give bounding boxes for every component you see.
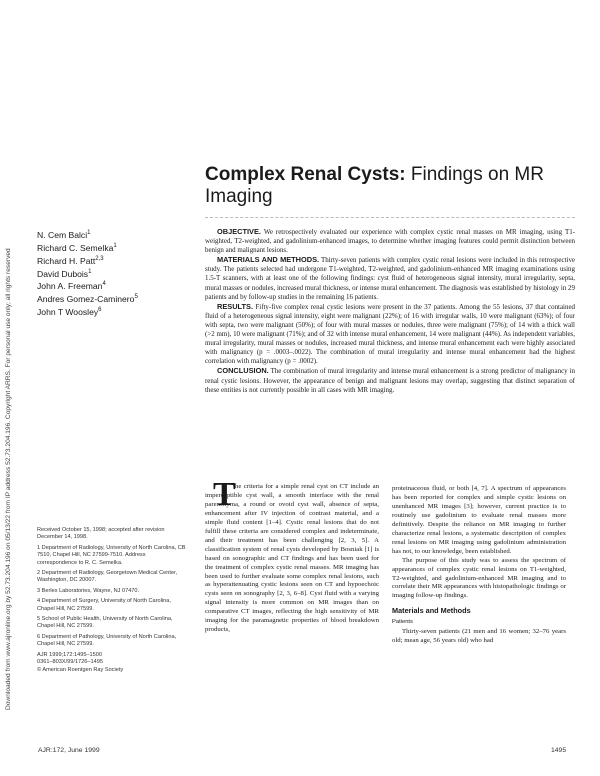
author-affiliation: 4: [102, 281, 106, 288]
footnote: Received October 15, 1998; accepted after revision December 14, 1998.: [37, 527, 165, 541]
author: [37, 228, 197, 241]
author: [37, 292, 197, 305]
author-name: John A. Freeman: [37, 281, 103, 292]
body-column-left: [205, 483, 379, 635]
objective-text: We retrospectively evaluated our experience with complex cystic renal masses on MR imaging, using T1-weighted, T2-weighted, and gadolinium-enhanced images, to determine whether imaging features could permit distinction between benign and malignant lesions.: [205, 228, 575, 255]
author-name: Richard H. Patt: [37, 255, 96, 266]
footnote: © American Roentgen Ray Society: [37, 666, 124, 673]
footnote: 0361–803X/99/1726–1495: [37, 659, 103, 666]
footnote: 4 Department of Surgery, University of North Carolina, Chapel Hill, NC 27599.: [37, 598, 171, 612]
body-paragraph: he criteria for a simple renal cyst on CT include an imperceptible cyst wall, a smooth interface with the renal parenchyma, a round or ovoid cyst wall, absence of septa, enhancement after IV injection of contrast material, and a simple fluid content [1–4]. Cystic renal lesions that do not fulfill these criteria are considered complex and indeterminate, and their treatment has been challenging [2, 3, 5]. A classification system of renal cysts developed by Bosniak [1] is based on sonographic and CT findings and has been used for the treatment of complex cystic renal masses. MR imaging has been used to further evaluate some complex renal lesions, such as hyperattenuating cystic lesions seen on CT and hypoechoic cysts seen on sonography [2, 3, 6–8]. Cyst fluid with a varying signal intensity is more common on MR images than on comparative CT images, reflecting the high sensitivity of MR imaging for the paramagnetic properties of blood breakdown products,: [205, 483, 379, 634]
abstract-results: [205, 302, 575, 367]
author-list: [37, 228, 197, 318]
download-notice-text: Downloaded from www.ajronline.org by 52.73.204.196 on 05/13/22 from IP address 52.73.204.196. Copyright ARRS. For personal use only; all rights reserved: [5, 248, 12, 710]
abstract-divider: [205, 217, 575, 218]
title-bold: Complex Renal Cysts:: [205, 164, 406, 185]
body-paragraph: proteinaceous fluid, or both [4, 7]. A spectrum of appearances has been reported for complex and simple cystic lesions on unenhanced MR images [3]; however, current practice is to routinely use gadolinium to evaluate renal masses more definitively. Despite the reliance on MR imaging to further characterize renal lesions, a systematic description of complex renal lesions on MR imaging using gadolinium administration has not, to our knowledge, been established.: [392, 485, 566, 555]
methods-heading: MATERIALS AND METHODS.: [217, 255, 320, 265]
methods-text: Thirty-seven patients with complex cystic renal lesions were included in this retrospective study. The patients selected had undergone T1-weighted, T2-weighted, and gadolinium-enhanced MR imaging examinations using 1.5-T scanners, with at least one of the following findings: cyst fluid of heterogeneous signal intensity, mural irregularity, septa, mural masses or nodules, increased mural thickness, or intense mural enhancement. The diagnosis was established by histology in 29 patients and by follow-up studies in the remaining 16 patients.: [205, 256, 575, 301]
author-name: Richard C. Semelka: [37, 242, 114, 253]
footnote: 5 School of Public Health, University of North Carolina, Chapel Hill, NC 27599.: [37, 616, 173, 630]
author-name: David Dubois: [37, 268, 89, 279]
article-title: [205, 164, 575, 208]
footnotes: [37, 527, 187, 677]
author-affiliation: 6: [98, 307, 102, 314]
drop-cap: T: [213, 476, 236, 513]
author-affiliation: 5: [134, 294, 138, 301]
results-heading: RESULTS.: [217, 301, 253, 311]
author-name: N. Cem Balci: [37, 229, 88, 240]
body-paragraph: The purpose of this study was to assess the spectrum of appearances of complex cystic renal lesions on T1-weighted, T2-weighted, and gadolinium-enhanced MR imaging and to correlate their MR appearances with histopathologic findings or imaging follow-up findings.: [392, 556, 566, 600]
subsection-heading: Patients: [392, 619, 413, 626]
author-affiliation: 1: [113, 242, 117, 249]
author: [37, 305, 197, 318]
abstract-conclusion: [205, 366, 575, 394]
author: [37, 254, 197, 267]
author: [37, 241, 197, 254]
footnote: 6 Department of Pathology, University of North Carolina, Chapel Hill, NC 27599.: [37, 633, 177, 648]
body-column-right: [392, 485, 566, 646]
objective-heading: OBJECTIVE.: [217, 227, 261, 236]
journal-citation: AJR:172, June 1999: [38, 747, 100, 754]
author-affiliation: 1: [88, 268, 92, 275]
section-heading: Materials and Methods: [392, 606, 471, 616]
footnote: AJR 1999;172:1495–1500: [37, 651, 103, 658]
page-number: 1495: [551, 747, 567, 754]
author-name: Andres Gomez-Caminero: [37, 294, 135, 305]
title-rest: Findings on MR Imaging: [205, 164, 544, 207]
body-paragraph: Thirty-seven patients (21 men and 16 women; 32–76 years old; mean age, 56 years old) who had: [392, 628, 566, 645]
abstract: [205, 227, 575, 395]
download-notice: [2, 110, 16, 710]
author-affiliation: 2,3: [95, 255, 104, 262]
author: [37, 279, 197, 292]
conclusion-text: The combination of mural irregularity and intense mural enhancement is a strong predictor of malignancy in renal cystic lesions. However, the appearance of benign and malignant lesions may overlap, suggesting that distinct separation of these entities is not currently possible in all cases with MR imaging.: [205, 367, 575, 394]
results-text: Fifty-five complex renal cystic lesions were present in the 37 patients. Among the 55 lesions, 37 that contained fluid of a heterogeneous signal intensity, eight were malignant (22%); of 16 with irregular walls, 10 were malignant (63%); of four with septa, two were malignant (50%); of four with mural masses or nodules, three were malignant (75%); of 14 with a thick wall (>2 mm), 10 were malignant (71%); and of 32 with intense mural enhancement, 14 were malignant (44%). As independent variables, mural irregularity, mural masses or nodules, increased mural thickness, and intense mural enhancement each were highly associated with malignancy (p = .0003–.0022). The combination of mural irregularity and intense mural enhancement had the highest correlation with malignancy (p = .0002).: [205, 302, 575, 366]
abstract-methods: [205, 255, 575, 301]
author-affiliation: 1: [87, 230, 91, 236]
abstract-objective: [205, 227, 575, 255]
author-name: John T Woosley: [37, 307, 99, 318]
footnote: 2 Department of Radiology, Georgetown Medical Center, Washington, DC 20007.: [37, 570, 178, 584]
conclusion-heading: CONCLUSION.: [217, 366, 269, 376]
author: [37, 267, 197, 280]
footnote: 1 Department of Radiology, University of North Carolina, CB 7510, Chapel Hill, NC 27599-7510. Address correspondence to R. C. Semelka.: [37, 544, 186, 566]
footnote: 3 Berlex Laboratories, Wayne, NJ 07470.: [37, 587, 140, 594]
